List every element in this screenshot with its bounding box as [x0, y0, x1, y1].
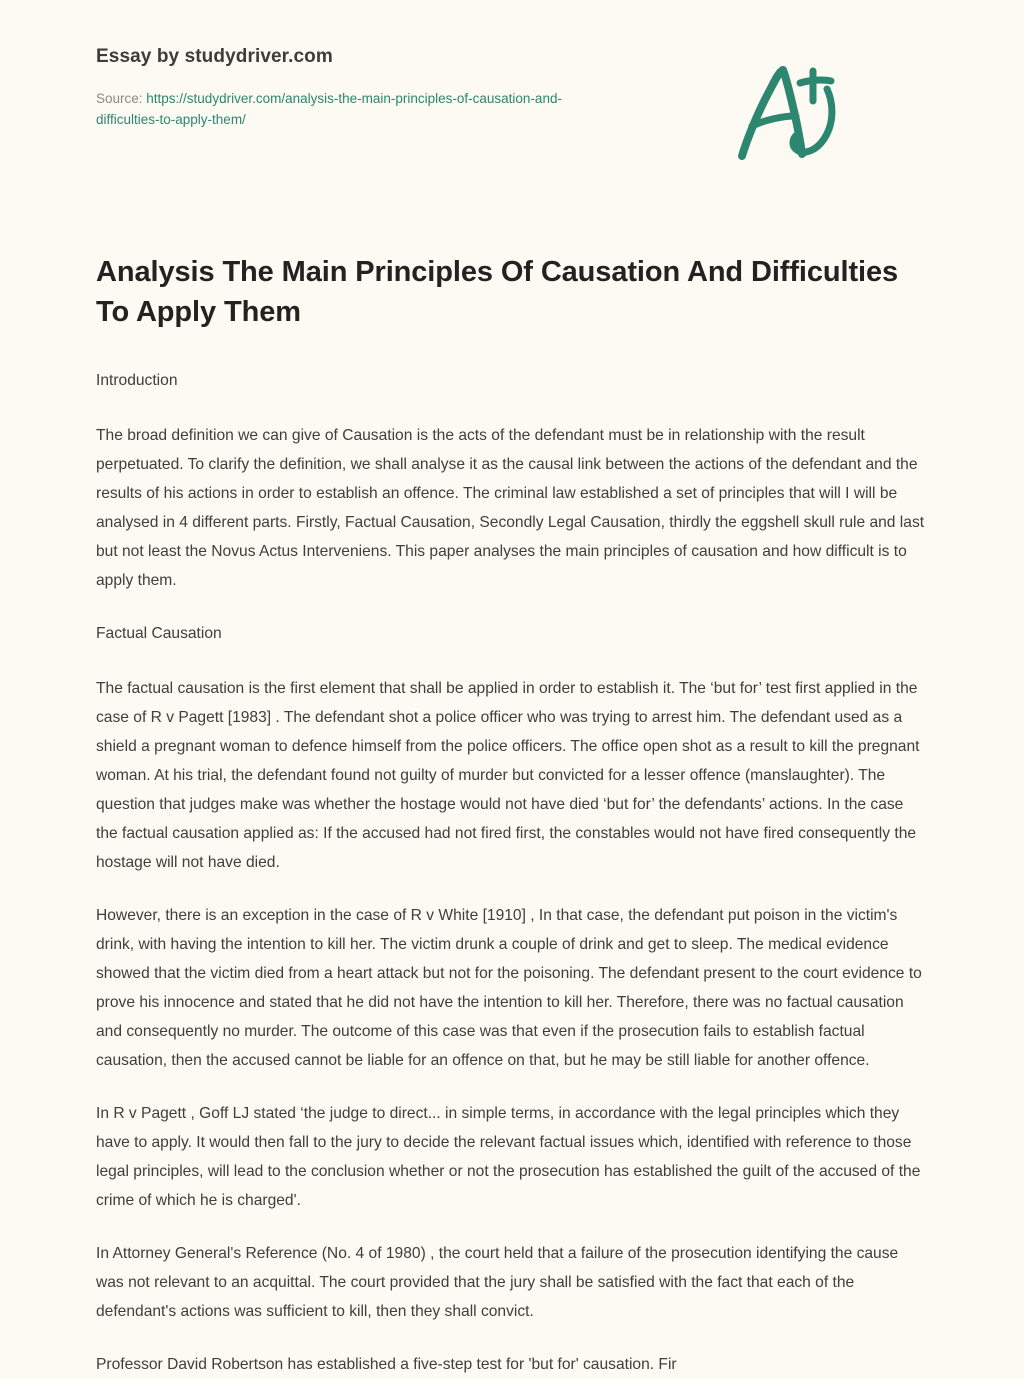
paragraph-white: However, there is an exception in the case of R v White [1910] , In that case, the defendant put poison in the victim's drink, with having the intention to kill her. The victim drunk a couple of drink and get to sleep. The medical evidence showed that the victim died from a heart attack but not for the poisoning. The defendant present to the court evidence to prove his innocence and stated that he did not have the intention to kill her. Therefore, there was no factual causation and consequently no murder. The outcome of this case was that even if the prosecution fails to establish factual causation, then the accused cannot be liable for an offence on that, but he may be still liable for another offence. — [96, 907, 922, 1069]
paragraph-robertson-truncated: Professor David Robertson has established a five-step test for 'but for' causation. Fir — [96, 1356, 677, 1373]
document-body — [96, 366, 928, 1379]
paragraph-attorney-general-reference: In Attorney General's Reference (No. 4 of 1980) , the court held that a failure of the prosecution identifying the cause was not relevant to an acquittal. The court provided that the jury shall be satisfied with the fact that each of the defendant's actions was sufficient to kill, then they shall convict. — [96, 1245, 899, 1320]
paragraph-goff-quote: In R v Pagett , Goff LJ stated ‘the judge to direct... in simple terms, in accordance with the legal principles which they have to apply. It would then fall to the jury to decide the relevant factual issues which, identified with reference to those legal principles, will lead to the conclusion whether or not the prosecution has established the guilt of the accused of the crime of which he is charged'. — [96, 1105, 921, 1209]
document-header — [96, 0, 928, 160]
studydriver-logo[interactable] — [730, 58, 848, 166]
paragraph-pagett: The factual causation is the first element that shall be applied in order to establish it. The ‘but for’ test first applied in the case of R v Pagett [1983] . The defendant shot a police officer who was trying to arrest him. The defendant used as a shield a pregnant woman to defence himself from the police officers. The office open shot as a result to kill the pregnant woman. At his trial, the defendant found not guilty of murder but convicted for a lesser offence (manslaughter). The question that judges make was whether the hostage would not have died ‘but for’ the defendants’ actions. In the case the factual causation applied as: If the accused had not fired first, the constables would not have fired consequently the hostage will not have died. — [96, 680, 920, 871]
section-heading-factual-causation: Factual Causation — [96, 625, 222, 642]
a-plus-logo-icon — [730, 58, 848, 166]
source-url-link[interactable]: https://studydriver.com/analysis-the-main-principles-of-causation-and-difficulties-to-apply-them/ — [96, 91, 562, 127]
paragraph-definition: The broad definition we can give of Causation is the acts of the defendant must be in relationship with the result perpetuated. To clarify the definition, we shall analyse it as the causal link between the actions of the defendant and the results of his actions in order to establish an offence. The criminal law established a set of principles that will I will be analysed in 4 different parts. Firstly, Factual Causation, Secondly Legal Causation, thirdly the eggshell skull rule and last but not least the Novus Actus Interveniens. This paper analyses the main principles of causation and how difficult is to apply them. — [96, 427, 925, 589]
section-heading-introduction: Introduction — [96, 372, 178, 389]
page-title: Analysis The Main Principles Of Causation And Difficulties To Apply Them — [96, 256, 899, 328]
source-line — [96, 88, 616, 130]
essay-byline: Essay by studydriver.com — [96, 46, 333, 67]
source-label: Source: — [96, 91, 147, 106]
